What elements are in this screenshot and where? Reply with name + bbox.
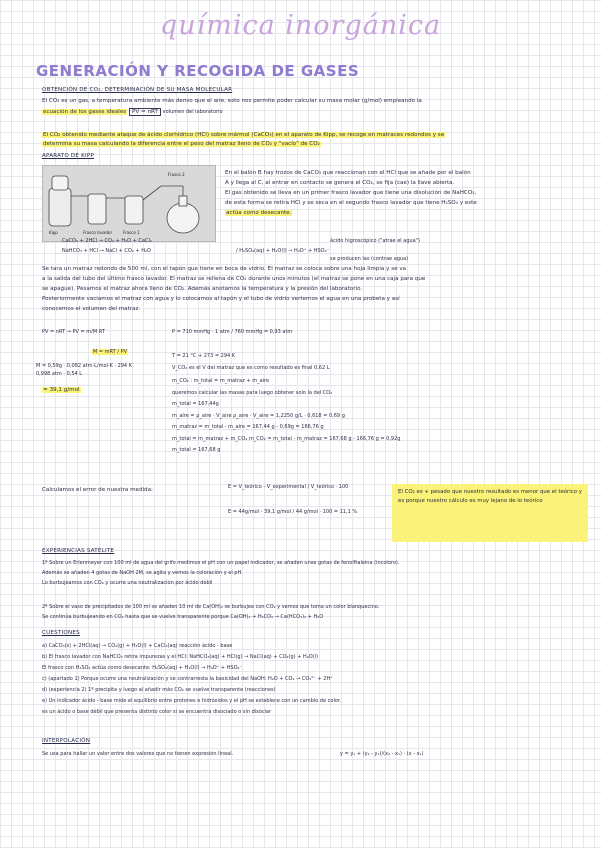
sec1-obtention-line1: El CO₂ obtenido mediante ataque de ácido clorhídrico (HCl) sobre mármol (CaCO₃) en el aparato de Kipp, se recoge en matraces redondos y se — [43, 132, 445, 138]
error-note: El CO₂ es + pesado que nuestro resultado es menor que el teórico y es porque nuestro cálculo es muy lejano de lo teórico — [392, 484, 588, 542]
page-title: química inorgánica — [159, 10, 442, 41]
ideal-gas-equation: PV = nRT — [129, 108, 161, 116]
diagram-label-lavador: Frasco lavador — [83, 230, 113, 235]
questions-list: a) CaCO₃(s) + 2HCl(aq) → CO₂(g) + H₂O(l) + CaCl₂(aq) reacción ácido - base b) El frasco lavador con NaHCO₃ retira impurezas y el HCl: NaHCO₃(aq) + HCl(g) → NaCl(aq) + CO₂(g) + H₂O(l) El frasco con H₂SO₄ actúa como desecante: H₂SO₄(aq) + H₂O(l) → H₃O⁺ + HSO₄⁻ c) (apartado 1) Porque ocurre una neutralización y se contrarresta la basicidad del NaOH: H₂O + CO₂ → CO₃²⁻ + 2H⁺ d) (experiencia 2) 1º precipita y luego al añadir más CO₂ se vuelve transparente (reacciones) e) Un indicador ácido - base mide el equilibrio entre protones e hidróxidos y el pH se establece con un cambio de color. es un ácido o base débil que presenta distinto color si se encuentra disociado o sin disociar — [42, 643, 342, 715]
mass-calculations: m_CO₂ : m_total = m_matraz + m_aire queremos calcular las masas para luego obtener solo la del CO₂ m_total = 167,44g m_aire = ρ_aire · V_aire ρ_aire · V_aire = 1,2250 g/L · 0,618 = 0,69 g m_matraz = m_total - m_aire = 167,44 g - 0,69g = 166,76 g m_total = m_matraz + m_CO₂ m_CO₂ = m_total - m_matraz = 167,68 g - 166,76 g = 0,92g m_total = 167,68 g — [172, 378, 401, 453]
volume-line: V_CO₂ es el V del matraz que es como resultado es final 0,62 L — [172, 365, 330, 371]
satellite-experiences: 1º Sobre un Erlenmeyer con 100 ml de agua del grifo medimos el pH con un papel indicador, se añaden unas gotas de fenolftaleína (incoloro). Además se añaden 4 gotas de NaOH 2M, se agita y vemos la coloración y el pH. Lo burbujeamos con CO₂ y ocurre una neutralización por ácido débil 2º Sobre el vaso de precipitados de 100 ml se añaden 10 ml de Ca(OH)₂ se burbujea con CO₂ y vemos que toma un color blanquecino. Se continúa burbujeando en CO₂ hasta que se vuelve transparente porque Ca(OH)₂ + H₂CO₃ → Ca(HCO₃)₂ + H₂O — [42, 560, 400, 620]
calc-molar-mass-substitution: M = 0,59g · 0,082 atm·L/mol·K · 294 K 0,998 atm · 0,54 L — [36, 363, 132, 377]
section1-subtitle: OBTENCIÓN DE CO₂. DETERMINACIÓN DE SU MASA MOLECULAR — [42, 87, 233, 93]
calc-molar-mass-formula: M = mRT / PV — [93, 349, 128, 355]
sec1-paragraph-line2 — [42, 108, 223, 117]
reaction-kipp: CaCO₃ + 2HCl → CO₂ + H₂O + CaCl₂ — [62, 238, 152, 244]
diagram-label-kipp: Kipp — [49, 230, 58, 235]
reaction-lavador: NaHCO₃ + HCl → NaCl + CO₂ + H₂O — [62, 248, 151, 254]
section-heading: GENERACIÓN Y RECOGIDA DE GASES — [36, 62, 360, 80]
kipp-description: En el balón B hay trozos de CaCO₃ que reaccionan con el HCl que se añade por el balón A y llega al C, al entrar en contacto se genera el CO₂, se fija (cae) la llave abierta. El gas obtenido se lleva en un primer frasco lavador que tiene una disolución de NaHCO₃, de esta forma se retira HCl y se seca en el segundo frasco lavador que tiene H₂SO₄ y este actúa como desecante. — [225, 170, 477, 216]
satellite-subtitle: EXPERIENCIAS SATÉLITE — [42, 548, 115, 554]
questions-subtitle: CUESTIONES — [42, 630, 80, 636]
diagram-label-frasco1: Frasco 1 — [123, 230, 140, 235]
error-label: Calculamos el error de nuestra medida: — [42, 487, 153, 493]
kipp-apparatus-diagram — [42, 165, 216, 242]
sec1-ideal-gas-label: ecuación de los gases ideales — [43, 109, 127, 115]
reaction-note-hygroscopic: ácido higroscópico ("atrae el agua") — [330, 238, 420, 244]
reaction-note-produce: se producen las (contrae agua) — [330, 256, 409, 262]
calc-ideal-gas: PV = nRT → PV = m/M RT — [42, 329, 105, 335]
error-formula: E = V_teórico - V_experimental / V_teórico · 100 — [228, 484, 349, 490]
calc-molar-mass-result: = 39,1 g/mol — [43, 387, 80, 393]
reaction-desecante: / H₂SO₄(aq) + H₂O(l) → H₃O⁺ + HSO₄⁻ — [236, 248, 330, 254]
diagram-label-frasco2: Frasco 2 — [168, 172, 185, 177]
procedure-paragraph: Se tara un matraz redondo de 500 ml, con el tapón que tiene en boca de vidrio. El matraz se coloca sobre una hoja limpia y se va a la salida del tubo del último frasco lavador. El matraz se rellena de CO₂ durante unos minutos (el matraz se pone en una caja para que se apague). Pesamos el matraz ahora lleno de CO₂. Además anotamos la temperatura y la presión del laboratorio. Posteriormente vaciamos el matraz con agua y lo colocamos al tapón y el tubo de vidrio vertemos el agua en una probeta y así conocemos el volumen del matraz. — [42, 266, 426, 312]
error-result: E = 44g/mol - 39,1 g/mol / 44 g/mol · 100 = 11,1 % — [228, 509, 358, 515]
interpolation-equation: y = y₁ + (y₂ - y₁)/(x₂ - x₁) · (x - x₁) — [340, 751, 424, 757]
interpolation-text: Se usa para hallar un valor entre dos valores que no tienen expresión lineal. — [42, 751, 234, 757]
temperature-line: T = 21 °C + 273 = 294 K — [172, 353, 236, 359]
kipp-subtitle: APARATO DE KIPP — [42, 153, 95, 159]
pressure-line: P = 710 mmHg · 1 atm / 760 mmHg = 0,93 atm — [172, 329, 293, 335]
volume-note: volumen del laboratorio — [162, 109, 223, 115]
interpolation-subtitle: INTERPOLACIÓN — [42, 738, 91, 744]
sec1-obtention-line2: determina su masa calculando la diferencia entre el peso del matraz lleno de CO₂ y "vacío" de CO₂ — [43, 141, 320, 147]
sec1-paragraph-line1: El CO₂ es un gas, a temperatura ambiente más denso que el aire, esto nos permite poder calcular su masa molar (g/mol) empleando la — [42, 98, 422, 104]
